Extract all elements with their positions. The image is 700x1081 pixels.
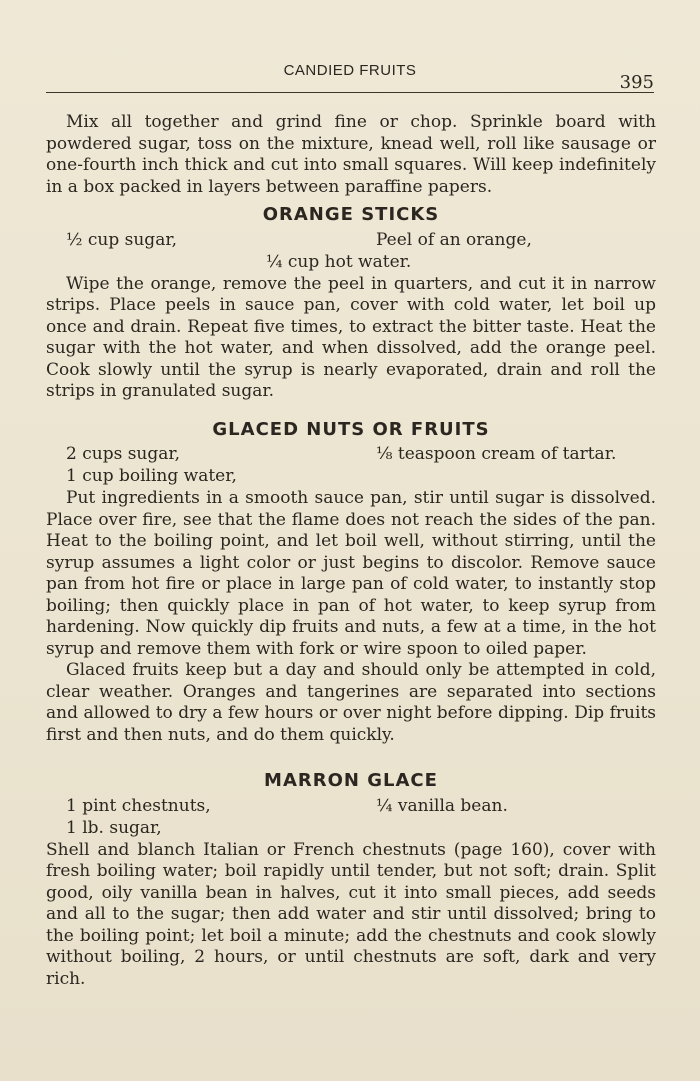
ingredient: ⅛ teaspoon cream of tartar. (376, 444, 617, 464)
ingredient: 1 cup boiling water, (66, 466, 237, 486)
recipe-title: ORANGE STICKS (262, 204, 440, 225)
recipe-paragraph: Wipe the orange, remove the peel in quarters, and cut it in narrow strips. Place peels in sauce pan, cover with cold water, let boil up once and drain. Repeat five times, to extract the bitter taste. Heat the sugar with the hot water, and when dissolved, add the orange peel. Cook slowly until the syrup is nearly evaporated, drain and roll the strips in granulated sugar. (46, 273, 656, 401)
ingredient-row (46, 796, 656, 818)
ingredient: ¼ vanilla bean. (376, 795, 508, 816)
ingredient-row (46, 230, 656, 252)
ingredient: 2 cups sugar, (66, 444, 181, 464)
recipe-paragraph: Shell and blanch Italian or French chestnuts (page 160), cover with fresh boiling water; boil rapidly until tender, but not soft; drain. Split good, oily vanilla bean in halves, cut it into small pieces, add seeds and all to the sugar; then add water and stir until dissolved; bring to the boiling point; let boil a minute; add the chestnuts and cook slowly without boiling, 2 hours, or until chestnuts are soft, dark and very rich. (46, 839, 656, 989)
page-body (46, 112, 656, 990)
recipe-orange-sticks (46, 204, 656, 403)
ingredient: Peel of an orange, (376, 229, 532, 250)
recipe-marron-glace (46, 770, 656, 990)
ingredient: ¼ cup hot water. (266, 251, 412, 272)
ingredient: ½ cup sugar, (66, 229, 177, 250)
running-title: CANDIED FRUITS (283, 62, 417, 79)
recipe-paragraph: Glaced fruits keep but a day and should only be attempted in cold, clear weather. Oranges and tangerines are separated into sections and allowed to dry a few hours or over night before dipping. Dip fruits first and then nuts, and do them quickly. (46, 660, 656, 745)
page-number: 395 (619, 72, 654, 93)
recipe-glaced-nuts (46, 419, 656, 747)
recipe-title: MARRON GLACE (264, 770, 438, 791)
recipe-title: GLACED NUTS OR FRUITS (212, 418, 490, 440)
ingredient: 1 lb. sugar, (66, 817, 162, 838)
intro-paragraph: Mix all together and grind fine or chop. Sprinkle board with powdered sugar, toss on the mixture, knead well, roll like sausage or one-fourth inch thick and cut into small squares. Will keep indefinitely in a box packed in layers between paraffine papers. (46, 112, 656, 197)
recipe-paragraph: Put ingredients in a smooth sauce pan, stir until sugar is dissolved. Place over fire, see that the flame does not reach the sides of the pan. Heat to the boiling point, and let boil well, without stirring, until the syrup assumes a light color or just begins to discolor. Remove sauce pan from hot fire or place in large pan of cold water, to instantly stop boiling; then quickly place in pan of hot water, to keep syrup from hardening. Now quickly dip fruits and nuts, a few at a time, in the hot syrup and remove them with fork or wire spoon to oiled paper. (46, 488, 656, 659)
ingredient-row (46, 252, 656, 274)
ingredient: 1 pint chestnuts, (66, 795, 211, 816)
ingredient-row (46, 444, 656, 466)
header-rule (46, 92, 654, 93)
ingredient-row (46, 818, 656, 840)
ingredient-row (46, 466, 656, 488)
